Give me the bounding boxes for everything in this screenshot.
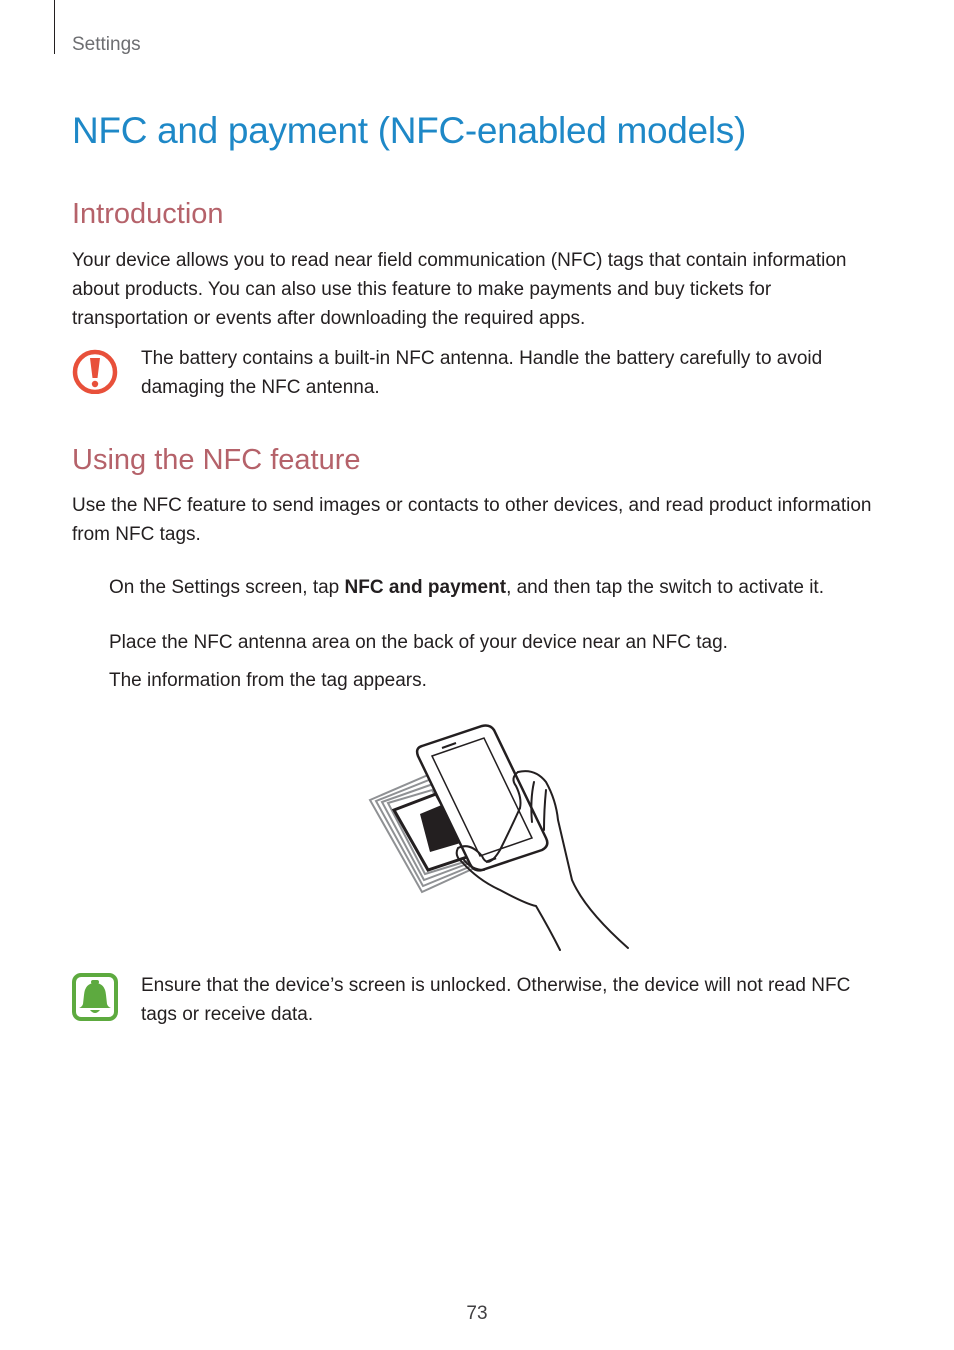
step-1-menu-label: NFC and payment bbox=[344, 577, 507, 598]
caution-text: The battery contains a built-in NFC antenna. Handle the battery carefully to avoid damaging the NFC antenna. bbox=[141, 348, 823, 398]
bell-icon bbox=[72, 973, 118, 1021]
introduction-paragraph: Your device allows you to read near field communication (NFC) tags that contain information about products. You can also use this feature to make payments and buy tickets for transportation or events after downloading the required apps. bbox=[72, 250, 847, 329]
step-2-result: The information from the tag appears. bbox=[109, 670, 427, 691]
step-2: Place the NFC antenna area on the back of your device near an NFC tag. bbox=[109, 632, 728, 653]
step-1-text-before: On the Settings screen, tap bbox=[109, 577, 345, 598]
using-nfc-paragraph: Use the NFC feature to send images or contacts to other devices, and read product information from NFC tags. bbox=[72, 495, 872, 545]
step-1-text-after: , and then tap the switch to activate it. bbox=[506, 577, 824, 598]
page-number: 73 bbox=[466, 1303, 488, 1324]
tip-note bbox=[72, 971, 882, 1041]
hand-phone-nfc-tag-illustration bbox=[360, 720, 640, 952]
caution-note bbox=[72, 344, 882, 414]
introduction-heading: Introduction bbox=[72, 198, 224, 230]
running-header: Settings bbox=[72, 34, 141, 55]
caution-icon bbox=[72, 346, 118, 394]
tip-text: Ensure that the device’s screen is unlocked. Otherwise, the device will not read NFC tags or receive data. bbox=[141, 975, 851, 1025]
page-title: NFC and payment (NFC-enabled models) bbox=[72, 110, 746, 151]
step-1 bbox=[109, 573, 889, 602]
page-margin-rule bbox=[54, 0, 55, 54]
using-nfc-heading: Using the NFC feature bbox=[72, 444, 361, 476]
